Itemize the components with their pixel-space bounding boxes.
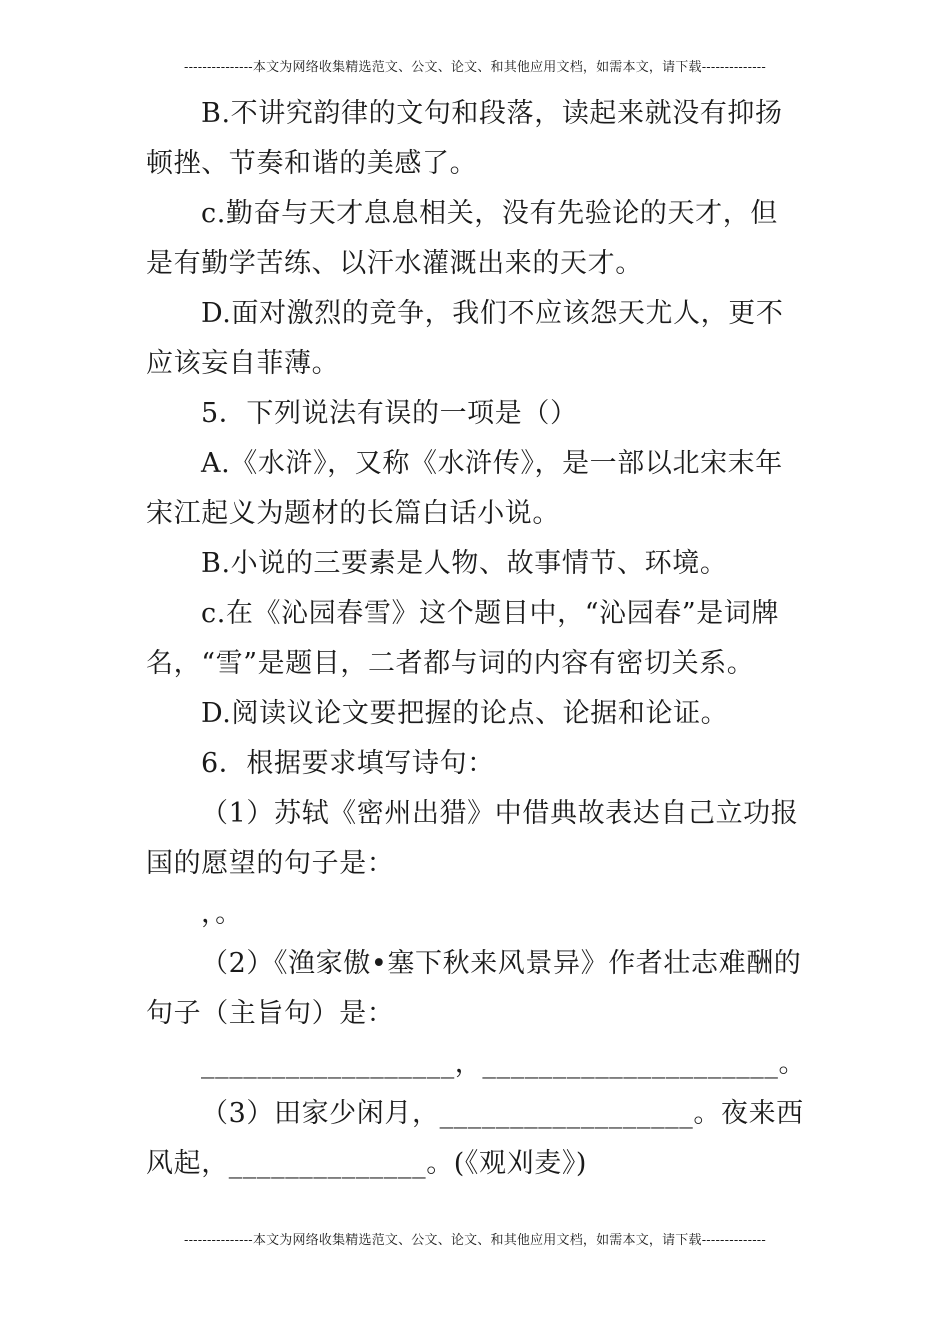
option-b-line-1: B.不讲究韵律的文句和段落，读起来就没有抑扬 xyxy=(201,98,783,129)
q5-option-a-line-1: A.《水浒》，又称《水浒传》，是一部以北宋末年 xyxy=(201,448,783,479)
option-d-line-1: D.面对激烈的竞争，我们不应该怨天尤人，更不 xyxy=(201,298,784,329)
q6-item-1-line-1: （1）苏轼《密州出猎》中借典故表达自己立功报 xyxy=(201,798,799,829)
option-c-line-2: 是有勤学苦练、以汗水灌溉出来的天才。 xyxy=(146,248,643,279)
q6-item-3-line-1: （3）田家少闲月，__________________。夜来西 xyxy=(201,1098,804,1129)
q6-item-2-line-2: 句子（主旨句）是： xyxy=(146,998,395,1029)
q6-item-2-answer-blanks: __________________，_____________________。 xyxy=(201,1048,807,1079)
q6-item-3-line-2: 风起，______________。(《观刈麦》) xyxy=(146,1148,588,1179)
q5-option-c-line-2: 名，“雪”是题目，二者都与词的内容有密切关系。 xyxy=(146,648,755,679)
question-5-stem: 5．下列说法有误的一项是（） xyxy=(201,398,578,429)
option-d-line-2: 应该妄自菲薄。 xyxy=(146,348,340,379)
q5-option-a-line-2: 宋江起义为题材的长篇白话小说。 xyxy=(146,498,560,529)
question-6-stem: 6．根据要求填写诗句： xyxy=(201,748,495,779)
q6-item-1-line-2: 国的愿望的句子是： xyxy=(146,848,395,879)
option-b-line-2: 顿挫、节奏和谐的美感了。 xyxy=(146,148,478,179)
q6-item-1-answer-blank: ，。 xyxy=(201,898,243,929)
page-footer: ---------------本文为网络收集精选范文、公文、论文、和其他应用文档，如需本文，请下载-------------- xyxy=(184,1233,766,1248)
q6-item-2-line-1: （2）《渔家傲•塞下秋来风景异》作者壮志难酬的 xyxy=(201,948,802,979)
q5-option-d: D.阅读议论文要把握的论点、论据和论证。 xyxy=(201,698,729,729)
q5-option-c-line-1: c.在《沁园春雪》这个题目中，“沁园春”是词牌 xyxy=(201,598,780,629)
option-c-line-1: c.勤奋与天才息息相关，没有先验论的天才，但 xyxy=(201,198,778,229)
q5-option-b: B.小说的三要素是人物、故事情节、环境。 xyxy=(201,548,728,579)
page-header: ---------------本文为网络收集精选范文、公文、论文、和其他应用文档，如需本文，请下载-------------- xyxy=(184,60,766,75)
